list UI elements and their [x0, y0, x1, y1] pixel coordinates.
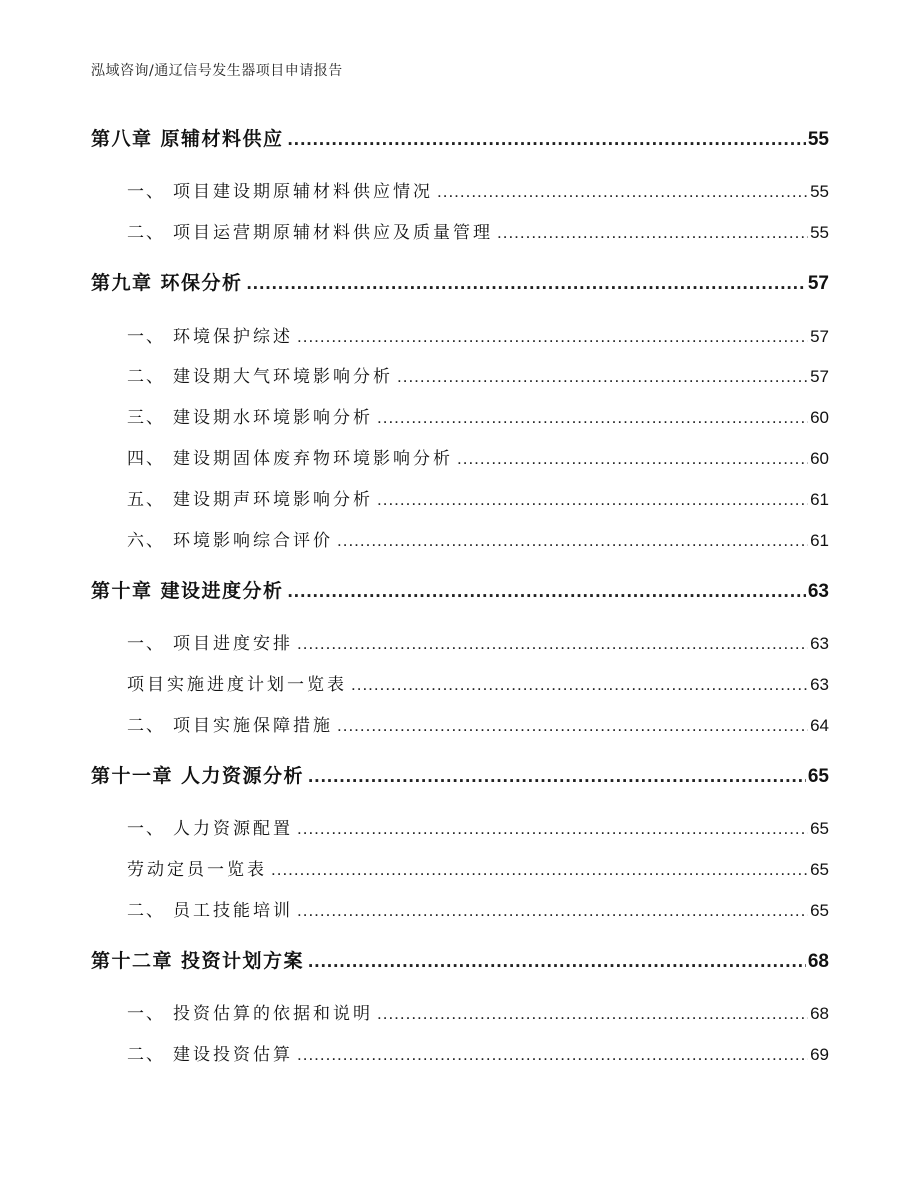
toc-dot-leader — [351, 675, 808, 695]
toc-entry-title: 建设期固体废弃物环境影响分析 — [173, 449, 453, 469]
toc-entry-title: 环境保护综述 — [173, 327, 293, 347]
toc-page-number: 57 — [810, 367, 829, 386]
toc-section-entry[interactable] — [127, 526, 829, 551]
toc-chapter-entry[interactable] — [91, 268, 829, 295]
toc-section-number: 一、 — [127, 819, 165, 839]
toc-entry-title: 环境影响综合评价 — [173, 531, 333, 551]
toc-dot-leader — [337, 531, 808, 551]
toc-page-number: 64 — [810, 716, 829, 735]
toc-dot-leader — [377, 1004, 808, 1024]
toc-dot-leader — [297, 901, 808, 921]
toc-page-number: 65 — [810, 901, 829, 920]
toc-dot-leader — [308, 951, 806, 973]
toc-section-entry[interactable] — [127, 403, 829, 428]
toc-page-number: 65 — [810, 819, 829, 838]
toc-dot-leader — [297, 819, 808, 839]
toc-dot-leader — [497, 223, 808, 243]
toc-page-number: 60 — [810, 408, 829, 427]
toc-entry-title: 建设期水环境影响分析 — [173, 408, 373, 428]
toc-page-number: 65 — [807, 766, 829, 787]
toc-section-entry[interactable] — [127, 485, 829, 510]
toc-section-number: 二、 — [127, 367, 165, 387]
toc-section-entry[interactable] — [127, 322, 829, 347]
toc-chapter-entry[interactable] — [91, 761, 829, 788]
toc-page-number: 60 — [810, 449, 829, 468]
toc-chapter-entry[interactable] — [91, 124, 829, 151]
toc-chapter-number: 第八章 — [91, 128, 153, 150]
toc-dot-leader — [377, 408, 808, 428]
toc-entry-title: 投资计划方案 — [181, 950, 305, 972]
toc-page-number: 63 — [810, 634, 829, 653]
toc-entry-title: 建设期大气环境影响分析 — [173, 367, 393, 387]
toc-page-number: 57 — [807, 273, 829, 294]
toc-page-number: 57 — [810, 327, 829, 346]
toc-entry-title: 建设投资估算 — [173, 1045, 293, 1065]
toc-entry-title: 建设期声环境影响分析 — [173, 490, 373, 510]
toc-chapter-entry[interactable] — [91, 946, 829, 973]
toc-section-number: 四、 — [127, 449, 165, 469]
toc-dot-leader — [457, 449, 808, 469]
toc-section-number: 一、 — [127, 327, 165, 347]
toc-section-entry[interactable] — [127, 670, 829, 695]
toc-section-number: 二、 — [127, 1045, 165, 1065]
toc-entry-title: 项目运营期原辅材料供应及质量管理 — [173, 223, 493, 243]
toc-section-entry[interactable] — [127, 711, 829, 736]
toc-section-entry[interactable] — [127, 218, 829, 243]
toc-page-number: 63 — [807, 581, 829, 602]
toc-entry-title: 投资估算的依据和说明 — [173, 1004, 373, 1024]
toc-section-entry[interactable] — [127, 814, 829, 839]
toc-entry-title: 原辅材料供应 — [160, 128, 284, 150]
toc-section-entry[interactable] — [127, 177, 829, 202]
toc-page-number: 68 — [807, 951, 829, 972]
toc-dot-leader — [288, 129, 806, 151]
toc-page-number: 55 — [810, 182, 829, 201]
running-header: 泓域咨询/通辽信号发生器项目申请报告 — [91, 63, 343, 79]
toc-dot-leader — [297, 327, 808, 347]
toc-section-entry[interactable] — [127, 855, 829, 880]
toc-dot-leader — [377, 490, 808, 510]
toc-dot-leader — [288, 581, 806, 603]
toc-section-entry[interactable] — [127, 1040, 829, 1065]
toc-section-entry[interactable] — [127, 444, 829, 469]
toc-chapter-number: 第十二章 — [91, 950, 174, 972]
toc-section-number: 一、 — [127, 1004, 165, 1024]
toc-page-number: 63 — [810, 675, 829, 694]
toc-dot-leader — [247, 273, 806, 295]
toc-section-number: 二、 — [127, 716, 165, 736]
toc-dot-leader — [297, 634, 808, 654]
toc-entry-title: 人力资源配置 — [173, 819, 293, 839]
toc-page-number: 55 — [807, 129, 829, 150]
toc-entry-title: 项目实施进度计划一览表 — [127, 675, 347, 695]
toc-chapter-number: 第十一章 — [91, 765, 174, 787]
toc-section-number: 三、 — [127, 408, 165, 428]
toc-entry-title: 环保分析 — [160, 272, 243, 294]
toc-section-entry[interactable] — [127, 896, 829, 921]
toc-entry-title: 项目进度安排 — [173, 634, 293, 654]
toc-entry-title: 员工技能培训 — [173, 901, 293, 921]
toc-dot-leader — [437, 182, 808, 202]
toc-section-number: 二、 — [127, 223, 165, 243]
toc-entry-title: 劳动定员一览表 — [127, 860, 267, 880]
toc-dot-leader — [271, 860, 808, 880]
toc-section-entry[interactable] — [127, 999, 829, 1024]
toc-dot-leader — [297, 1045, 808, 1065]
toc-section-number: 二、 — [127, 901, 165, 921]
toc-section-number: 一、 — [127, 634, 165, 654]
toc-page-number: 61 — [810, 531, 829, 550]
toc-section-entry[interactable] — [127, 629, 829, 654]
toc-entry-title: 人力资源分析 — [181, 765, 305, 787]
toc-section-number: 五、 — [127, 490, 165, 510]
toc-page-number: 69 — [810, 1045, 829, 1064]
toc-entry-title: 建设进度分析 — [160, 580, 284, 602]
toc-section-entry[interactable] — [127, 362, 829, 387]
toc-entry-title: 项目建设期原辅材料供应情况 — [173, 182, 433, 202]
toc-entry-title: 项目实施保障措施 — [173, 716, 333, 736]
toc-dot-leader — [397, 367, 808, 387]
toc-page-number: 55 — [810, 223, 829, 242]
toc-dot-leader — [337, 716, 808, 736]
toc-page-number: 61 — [810, 490, 829, 509]
toc-section-number: 六、 — [127, 531, 165, 551]
toc-chapter-entry[interactable] — [91, 576, 829, 603]
toc-chapter-number: 第九章 — [91, 272, 153, 294]
toc-chapter-number: 第十章 — [91, 580, 153, 602]
toc-page-number: 65 — [810, 860, 829, 879]
toc-section-number: 一、 — [127, 182, 165, 202]
toc-dot-leader — [308, 766, 806, 788]
toc-page-number: 68 — [810, 1004, 829, 1023]
